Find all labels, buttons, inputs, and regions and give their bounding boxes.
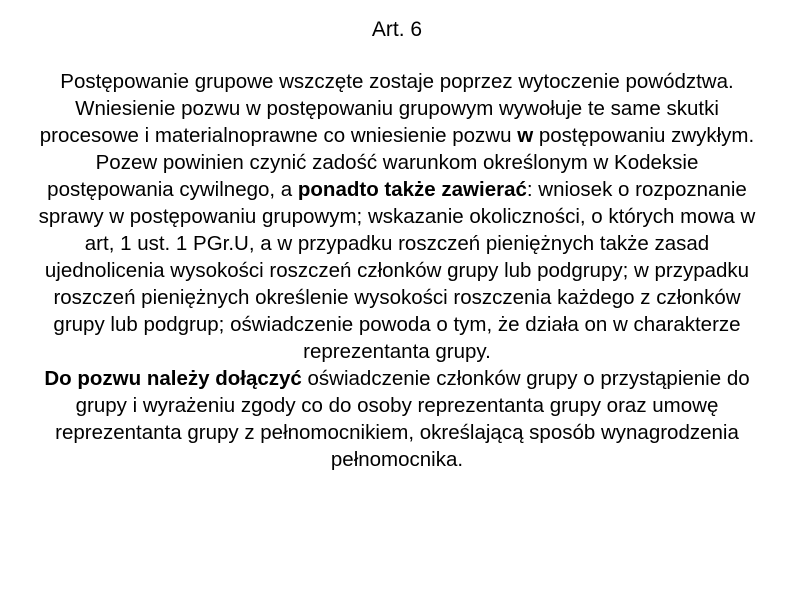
article-body (30, 68, 764, 473)
paragraph-2-text: Wniesienie pozwu w postępowaniu grupowym wywołuje te same skutki procesowe i materialnoprawne co wniesienie pozwu (39, 97, 719, 147)
paragraph-3-bold: ponadto także zawierać (297, 178, 527, 201)
paragraph-4-tail: oświadczenie członków grupy o przystąpienie do grupy i wyrażeniu zgody co do osoby reprezentanta grupy oraz umowę reprezentanta grupy z pełnomocnikiem, określającą sposób wynagrodzenia pełnomocnika. (55, 367, 750, 471)
paragraph-3-tail: : wniosek o rozpoznanie sprawy w postępowaniu grupowym; wskazanie okoliczności, o których mowa w art, 1 ust. 1 PGr.U, a w przypadku roszczeń pieniężnych także zasad ujednolicenia wysokości roszczeń członków grupy lub podgrupy; w przypadku roszczeń pieniężnych określenie wysokości roszczenia każdego z członków grupy lub podgrup; oświadczenie powoda o tym, że działa on w charakterze reprezentanta grupy. (38, 178, 756, 363)
paragraph-3-text: Pozew powinien czynić zadość warunkom określonym w Kodeksie postępowania cywilnego, a (47, 151, 699, 201)
paragraph-1: Postępowanie grupowe wszczęte zostaje poprzez wytoczenie powództwa. (60, 70, 734, 93)
paragraph-2 (30, 95, 764, 149)
paragraph-2-tail: postępowaniu zwykłym. (533, 124, 755, 147)
article-title: Art. 6 (371, 18, 423, 41)
paragraph-3 (30, 149, 764, 365)
paragraph-4 (30, 365, 764, 473)
paragraph-4-bold: Do pozwu należy dołączyć (44, 367, 302, 390)
paragraph-2-bold: w (517, 124, 534, 147)
